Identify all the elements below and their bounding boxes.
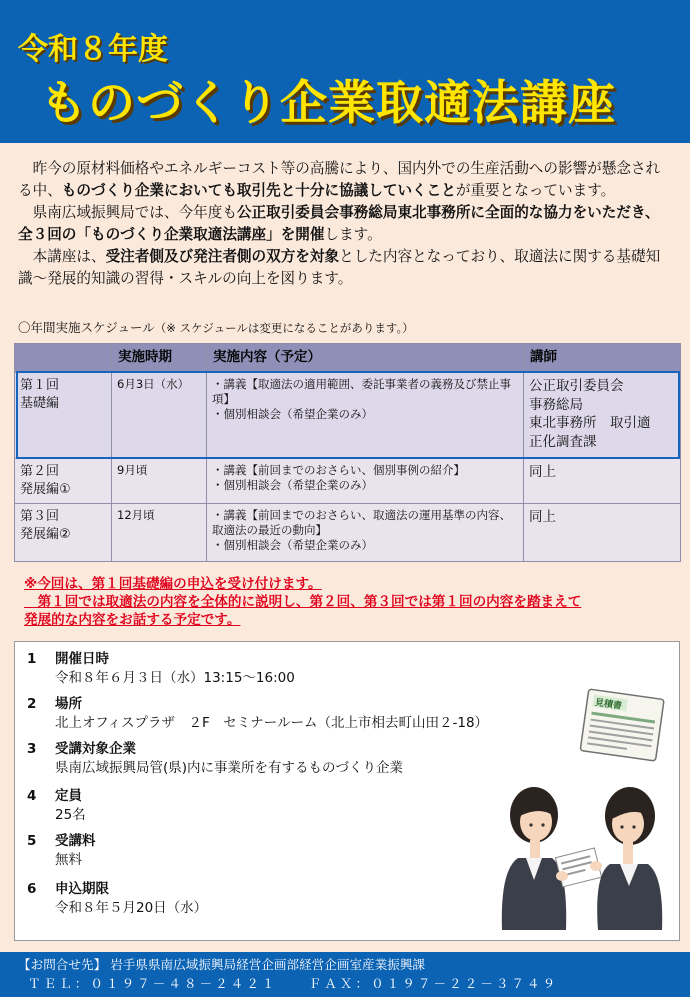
table-header-lecturer: 講師	[524, 344, 681, 373]
lecturer-cell: 同上	[524, 504, 681, 562]
date-cell: 9月頃	[112, 459, 207, 504]
notice-text: ※今回は、第１回基礎編の申込を受け付けます。 第１回では取適法の内容を全体的に説明し、第２回、第３回では第１回の内容を踏まえて 発展的な内容をお話する予定です。	[24, 576, 582, 628]
date-cell: 6月3日（水）	[112, 373, 207, 459]
schedule-caption: 〇年間実施スケジュール（※ スケジュールは変更になることがあります。）	[18, 320, 414, 335]
session-cell: 第２回 発展編①	[15, 459, 112, 504]
lecturer-cell: 同上	[524, 459, 681, 504]
content-cell: ・講義【前回までのおさらい、個別事例の紹介】 ・個別相談会（希望企業のみ）	[207, 459, 524, 504]
schedule-note: （※ スケジュールは変更になることがあります。）	[154, 321, 414, 335]
session-cell: 第１回 基礎編	[15, 373, 112, 459]
highlight-frame	[16, 371, 680, 459]
intro-paragraph-3: 本講座は、受注者側及び発注者側の双方を対象とした内容となっており、取適法に関する基礎知識～発展的知識の習得・スキルの向上を図ります。	[18, 248, 661, 287]
table-header-row	[15, 344, 681, 373]
intro-paragraph-1: 昨今の原材料価格やエネルギーコスト等の高騰により、国内外での生産活動への影響が懸念される中、ものづくり企業においても取引先と十分に協議していくことが重要となっています。	[18, 160, 661, 199]
content-cell: ・講義【前回までのおさらい、取適法の運用基準の内容、取適法の最近の動向】 ・個別相談会（希望企業のみ）	[207, 504, 524, 562]
date-cell: 12月頃	[112, 504, 207, 562]
header-year: 令和８年度	[18, 32, 168, 67]
table-header-content: 実施内容（予定）	[207, 344, 524, 373]
table-header-session	[15, 344, 112, 373]
contact-phone-fax: ＴＥＬ：０１９７－４８－２４２１ ＦＡＸ：０１９７－２２－３７４９	[28, 976, 559, 991]
details-box: 1 開催日時 令和８年６月３日（水）13:15～16:00 2 場所 北上オフィスプラザ ２F セミナールーム（北上市相去町山田２-18） 3 受講対象企業 県南広域振興局管(県)内に事業所を有するものづくり企業 4 定員 25名 5 受講料 無料 6 申込期限 令和８年５月20日（水）	[14, 641, 680, 941]
contact-text: 【お問合せ先】 岩手県県南広域振興局経営企画部経営企画室産業振興課	[18, 957, 426, 972]
session-cell: 第３回 発展編②	[15, 504, 112, 562]
table-row	[15, 504, 681, 562]
intro-text	[18, 158, 674, 290]
lecturer-cell: 公正取引委員会 事務総局 東北事務所 取引適 正化調査課	[524, 373, 681, 459]
table-header-date: 実施時期	[112, 344, 207, 373]
content-cell: ・講義【取適法の適用範囲、委託事業者の義務及び禁止事項】 ・個別相談会（希望企業のみ）	[207, 373, 524, 459]
table-row	[15, 459, 681, 504]
intro-paragraph-2: 県南広域振興局では、今年度も公正取引委員会事務総局東北事務所に全面的な協力をいただき、全３回の「ものづくり企業取適法講座」を開催します。	[18, 204, 660, 243]
contact-footer	[0, 952, 690, 997]
estimate-document-illustration	[576, 688, 668, 764]
estimate-document-label: 見積書	[594, 698, 623, 712]
page-title: ものづくり企業取適法講座	[40, 76, 616, 131]
header-banner	[0, 0, 690, 143]
business-people-illustration	[490, 770, 670, 935]
